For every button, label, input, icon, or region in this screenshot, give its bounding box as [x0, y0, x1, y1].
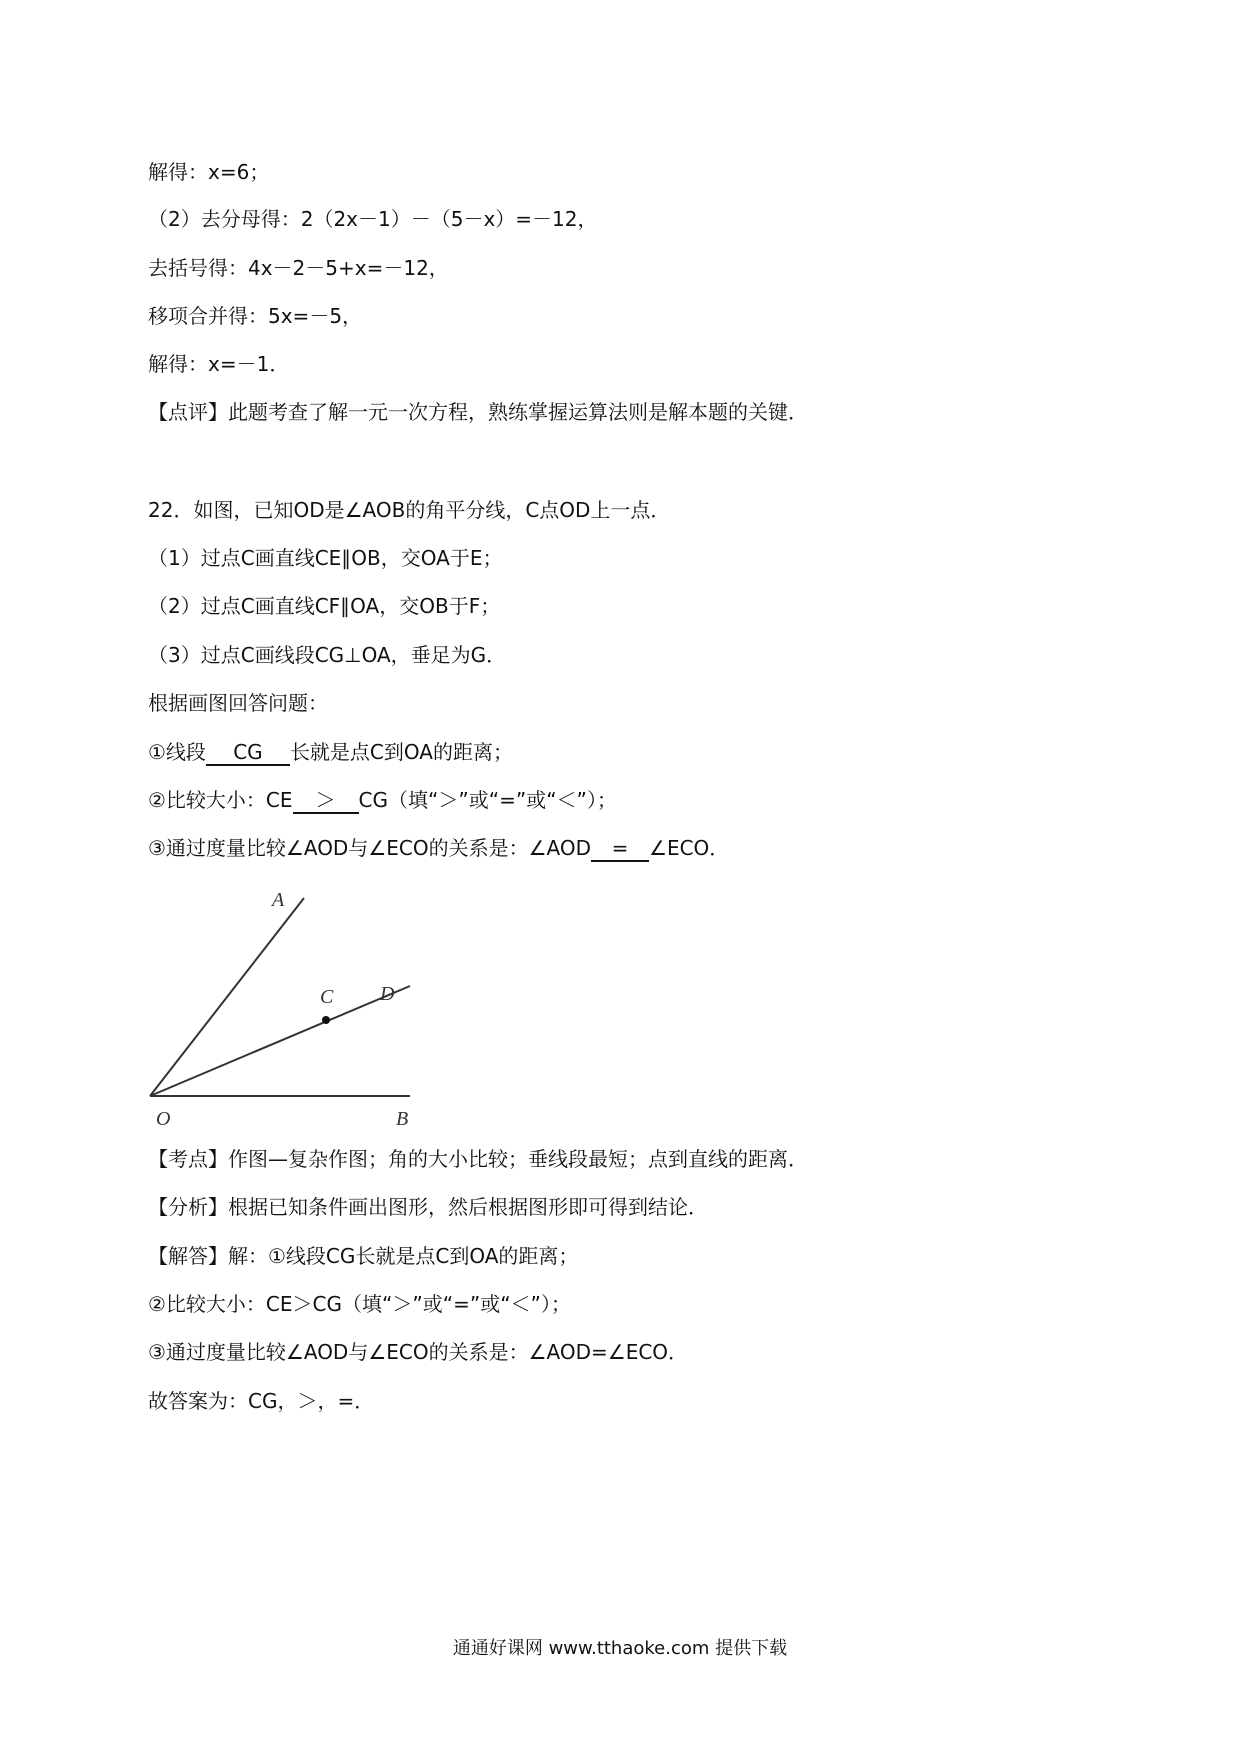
- kaodian-line: 【考点】作图—复杂作图；角的大小比较；垂线段最短；点到直线的距离．: [148, 1147, 808, 1171]
- question-2: [148, 786, 617, 814]
- problem-step-3: （3）过点C画线段CG⊥OA，垂足为G．: [148, 643, 507, 667]
- label-b: B: [396, 1108, 409, 1130]
- jieda-line-1: 【解答】解：①线段CG长就是点C到OA的距离；: [148, 1244, 579, 1268]
- solution-line-2: （2）去分母得：2（2x－1）－（5－x）=－12，: [148, 207, 598, 231]
- question-2-after: CG（填“＞”或“=”或“＜”）；: [358, 788, 617, 812]
- label-c: C: [320, 986, 334, 1008]
- jieda-line-2: ②比较大小：CE＞CG（填“＞”或“=”或“＜”）；: [148, 1292, 571, 1316]
- question-3-before: ③通过度量比较∠AOD与∠ECO的关系是：∠AOD: [148, 836, 592, 860]
- point-c: [322, 1016, 330, 1024]
- jieda-line-4: 故答案为：CG，＞，=．: [148, 1389, 375, 1413]
- question-2-before: ②比较大小：CE: [148, 788, 293, 812]
- label-d: D: [380, 983, 395, 1005]
- angle-figure: [148, 888, 418, 1138]
- fenxi-line: 【分析】根据已知条件画出图形，然后根据图形即可得到结论．: [148, 1195, 708, 1219]
- problem-stem: 22．如图，已知OD是∠AOB的角平分线，C点OD上一点．: [148, 498, 671, 522]
- page-footer: 通通好课网 www.tthaoke.com 提供下载: [452, 1638, 788, 1659]
- comment-line: 【点评】此题考查了解一元一次方程，熟练掌握运算法则是解本题的关键．: [148, 400, 808, 424]
- solution-line-3: 去括号得：4x－2－5+x=－12，: [148, 256, 449, 280]
- answer-blank-1: CG: [206, 740, 290, 766]
- answer-blank-2: ＞: [293, 788, 359, 814]
- problem-prompt: 根据画图回答问题：: [148, 691, 328, 715]
- question-3: [148, 834, 729, 862]
- solution-line-5: 解得：x=－1．: [148, 352, 290, 376]
- ray-od: [150, 986, 410, 1096]
- solution-line-4: 移项合并得：5x=－5，: [148, 304, 363, 328]
- question-1-after: 长就是点C到OA的距离；: [289, 740, 513, 764]
- jieda-line-3: ③通过度量比较∠AOD与∠ECO的关系是：∠AOD=∠ECO．: [148, 1340, 689, 1364]
- question-1: [148, 738, 513, 766]
- solution-line-1: 解得：x=6；: [148, 160, 270, 184]
- label-o: O: [156, 1108, 171, 1130]
- question-1-before: ①线段: [148, 740, 206, 764]
- label-a: A: [272, 889, 285, 911]
- problem-step-1: （1）过点C画直线CE∥OB，交OA于E；: [148, 546, 503, 570]
- problem-step-2: （2）过点C画直线CF∥OA，交OB于F；: [148, 594, 501, 618]
- answer-blank-3: =: [591, 836, 649, 862]
- question-3-after: ∠ECO．: [649, 836, 730, 860]
- ray-oa: [150, 898, 304, 1096]
